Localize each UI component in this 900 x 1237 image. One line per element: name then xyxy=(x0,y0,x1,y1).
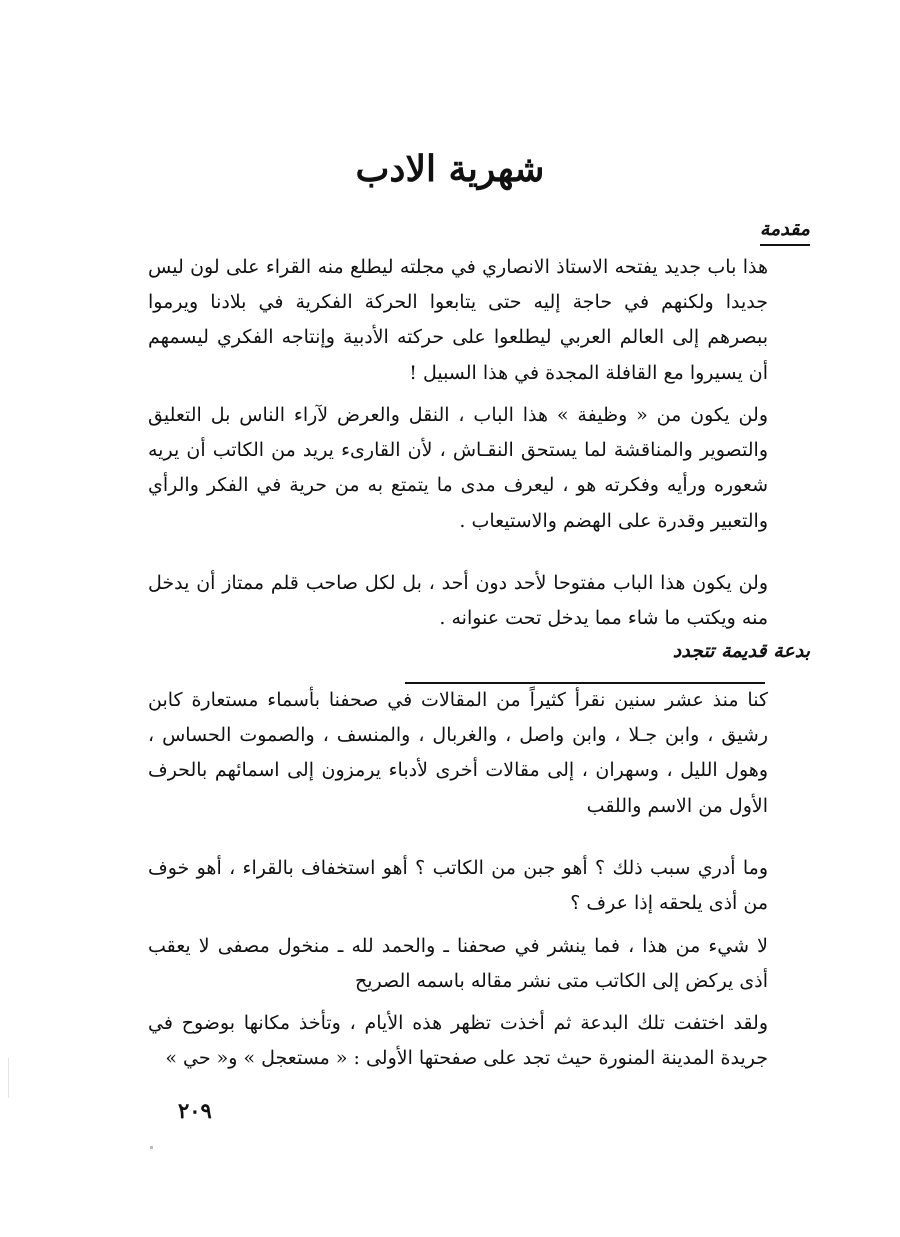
paragraph: كنا منذ عشر سنين نقرأ كثيراً من المقالات في صحفنا بأسماء مستعارة كابن رشيق ، وابن جـلا ، وابن واصل ، والغربال ، والمنسف ، والصموت الحساس ، وهول الليل ، وسهران ، إلى مقالات أخرى لأدباء يرمزون إلى اسمائهم بالحرف الأول من الاسم واللقب xyxy=(148,689,768,817)
paragraph: ولن يكون هذا الباب مفتوحا لأحد دون أحد ، بل لكل صاحب قلم ممتاز أن يدخل منه ويكتب ما شاء مما يدخل تحت عنوانه . xyxy=(148,572,768,630)
scan-speck xyxy=(150,1146,153,1149)
paragraph: ولقد اختفت تلك البدعة ثم أخذت تظهر هذه الأيام ، وتأخذ مكانها بوضوح في جريدة المدينة المنورة حيث تجد على صفحتها الأولى : « مستعجل » و« حي » xyxy=(148,1012,768,1070)
paragraph: هذا باب جديد يفتحه الاستاذ الانصاري في مجلته ليطلع منه القراء على لون ليس جديدا ولكنهم في حاجة إليه حتى يتابعوا الحركة الفكرية في بلادنا ويرموا ببصرهم إلى العالم العربي ليطلعوا على حركته الأدبية وإنتاجه الفكري ليسمهم أن يسيروا مع القافلة المجدة في هذا السبيل ! xyxy=(148,256,768,384)
paragraph: وما أدري سبب ذلك ؟ أهو جبن من الكاتب ؟ أهو استخفاف بالقراء ، أهو خوف من أذى يلحقه إذا عرف ؟ xyxy=(148,857,768,915)
section-heading-old-innovation: بدعة قديمة تتجدد xyxy=(672,640,810,662)
section-heading-introduction: مقدمة xyxy=(760,218,810,246)
page-number: ٢٠٩ xyxy=(178,1098,212,1123)
scan-edge-mark xyxy=(8,1058,9,1098)
paragraph: لا شيء من هذا ، فما ينشر في صحفنا ـ والحمد لله ـ منخول مصفى لا يعقب أذى يركض إلى الكاتب متى نشر مقاله باسمه الصريح xyxy=(148,935,768,993)
paragraph: ولن يكون من « وظيفة » هذا الباب ، النقل والعرض لآراء الناس بل التعليق والتصوير والمناقشة لما يستحق النقـاش ، لأن القارىء يريد من الكاتب أن يريه شعوره ورأيه وفكرته هو ، ليعرف مدى ما يتمتع به من حرية في الفكر والرأي والتعبير وقدرة على الهضم والاستيعاب . xyxy=(148,404,768,532)
page-title: شهرية الادب xyxy=(355,148,545,190)
